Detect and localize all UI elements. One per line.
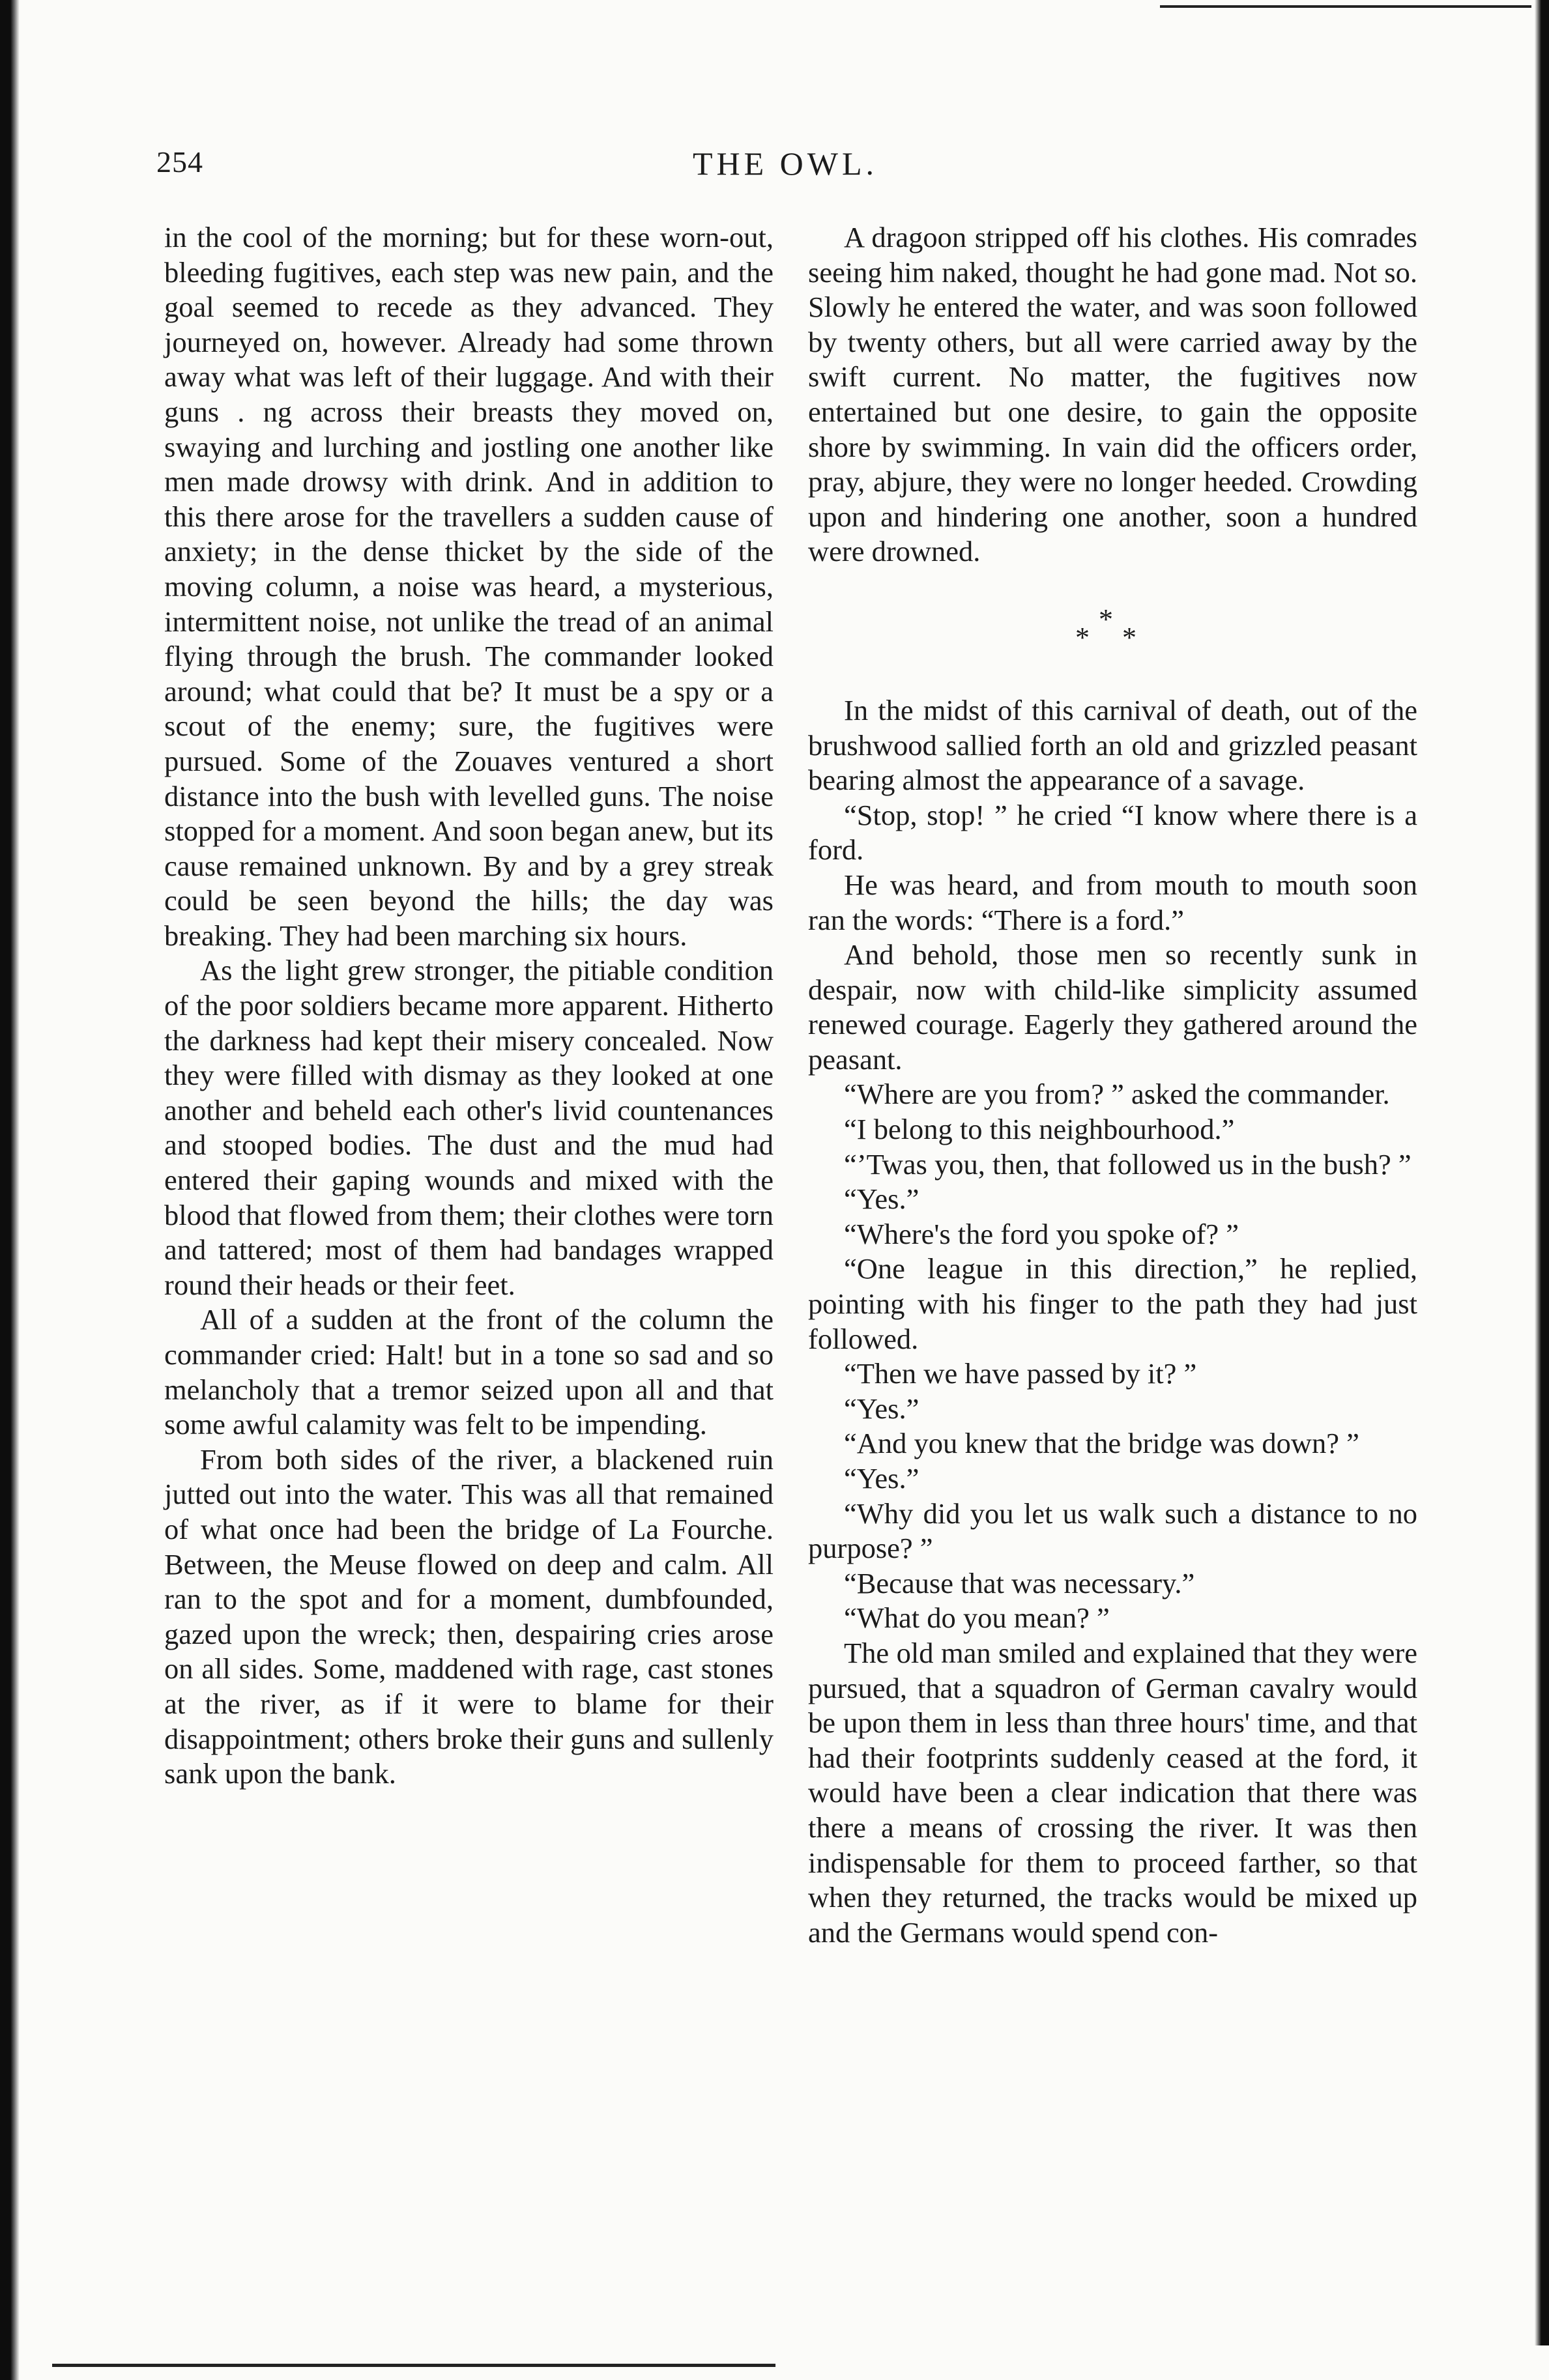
paragraph: in the cool of the morning; but for these worn-out, bleeding fugitives, each step was new pain, and the goal seemed to recede as they advanced. They journeyed on, however. Already had some thrown away what was left of their luggage. And with their guns . ng across their breasts they moved on, swaying and lurching and jostling one another like men made drowsy with drink. And in addition to this there arose for the travellers a sudden cause of anxiety; in the dense thicket by the side of the moving column, a noise was heard, a mysterious, intermittent noise, not unlike the tread of an animal flying through the brush. The commander looked around; what could that be? It must be a spy or a scout of the enemy; sure, the fugitives were pursued. Some of the Zouaves ventured a short distance into the bush with levelled guns. The noise stopped for a moment. And soon began anew, but its cause remained unknown. By and by a grey streak could be seen beyond the hills; the day was breaking. They had been marching six hours.	[164, 221, 774, 952]
dialogue-line: “And you knew that the bridge was down? ”	[844, 1427, 1359, 1460]
left-column	[164, 220, 774, 1792]
paragraph: And behold, those men so recently sunk in despair, now with child-like simplicity assumed renewed courage. Eagerly they gathered around the peasant.	[808, 938, 1417, 1076]
asterisk: *	[1099, 603, 1113, 635]
scan-binding-shadow	[0, 0, 20, 2380]
dialogue-line: “Yes.”	[844, 1462, 919, 1495]
paragraph: He was heard, and from mouth to mouth soon ran the words: “There is a ford.”	[808, 868, 1417, 936]
paragraph: As the light grew stronger, the pitiable condition of the poor soldiers became more apparent. Hitherto the darkness had kept their misery concealed. Now they were filled with dismay as they looked at one another and beheld each other's livid countenances and stooped bodies. The dust and the mud had entered their gaping wounds and mixed with the blood that flowed from them; their clothes were torn and tattered; most of them had bandages wrapped round their heads or their feet.	[164, 954, 774, 1301]
dialogue-line: “Why did you let us walk such a distance to no purpose? ”	[808, 1497, 1417, 1565]
paragraph: All of a sudden at the front of the column the commander cried: Halt! but in a tone so sad and so melancholy that a tremor seized upon all and that some awful calamity was felt to be impending.	[164, 1303, 774, 1441]
running-head	[156, 145, 1414, 197]
dialogue-line: “Then we have passed by it? ”	[844, 1357, 1197, 1390]
scan-top-rule	[1160, 5, 1531, 8]
paragraph: In the midst of this carnival of death, out of the brushwood sallied forth an old and grizzled peasant bearing almost the appearance of a savage.	[808, 693, 1417, 797]
dialogue-line: “Where are you from? ” asked the commander.	[844, 1078, 1390, 1111]
dialogue-line: “’Twas you, then, that followed us in the bush? ”	[844, 1147, 1411, 1181]
page-number: 254	[156, 145, 203, 179]
dialogue-line: “Where's the ford you spoke of? ”	[844, 1217, 1239, 1250]
paragraph: “Stop, stop! ” he cried “I know where there is a ford.	[808, 798, 1417, 867]
scan-edge-shadow	[1535, 0, 1549, 2345]
paragraph: A dragoon stripped off his clothes. His comrades seeing him naked, thought he had gone mad. Not so. Slowly he entered the water, and was soon followed by twenty others, but all were carried away by the swift current. No matter, the fugitives now entertained but one desire, to gain the opposite shore by swimming. In vain did the officers order, pray, abjure, they were no longer heeded. Crowding upon and hindering one another, soon a hundred were drowned.	[808, 221, 1417, 568]
section-break-asterism	[808, 569, 1417, 693]
scan-bottom-rule	[52, 2364, 775, 2367]
dialogue-line: “One league in this direction,” he replied, pointing with his finger to the path they had just followed.	[808, 1252, 1417, 1355]
dialogue-line: “Yes.”	[844, 1183, 919, 1216]
paragraph: The old man smiled and explained that they were pursued, that a squadron of German cavalry would be upon them in less than three hours' time, and that had their footprints suddenly ceased at the ford, it would have been a clear indication that there was there a means of crossing the river. It was then indispensable for them to proceed farther, so that when they returned, the tracks would be mixed up and the Germans would spend con-	[808, 1636, 1417, 1949]
right-column	[808, 220, 1417, 1950]
asterisk: *	[1075, 621, 1090, 653]
journal-title: THE OWL.	[692, 145, 878, 182]
paragraph: From both sides of the river, a blackened ruin jutted out into the water. This was all that remained of what once had been the bridge of La Fourche. Between, the Meuse flowed on deep and calm. All ran to the spot and for a moment, dumbfounded, gazed upon the wreck; then, despairing cries arose on all sides. Some, maddened with rage, cast stones at the river, as if it were to blame for their disappointment; others broke their guns and sullenly sank upon the bank.	[164, 1442, 774, 1790]
dialogue-line: “What do you mean? ”	[844, 1601, 1110, 1635]
dialogue-line: “Yes.”	[844, 1392, 919, 1425]
dialogue-line: “Because that was necessary.”	[844, 1566, 1195, 1599]
asterisk: *	[1122, 621, 1136, 653]
dialogue-line: “I belong to this neighbourhood.”	[844, 1113, 1235, 1146]
